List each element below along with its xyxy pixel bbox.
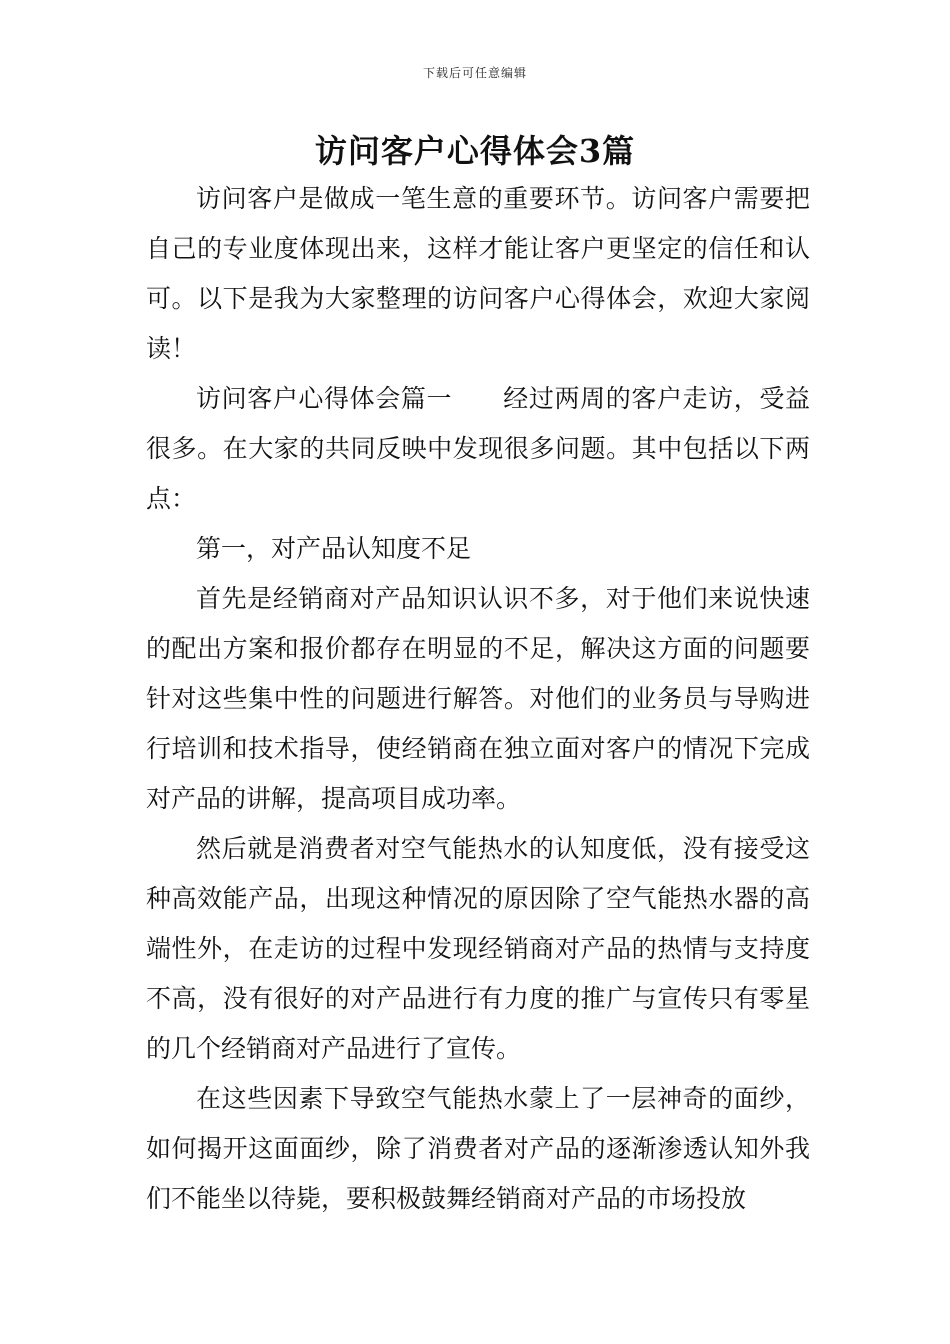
paragraph-intro: 访问客户是做成一笔生意的重要环节。访问客户需要把自己的专业度体现出来，这样才能让客户更坚定的信任和认可。以下是我为大家整理的访问客户心得体会，欢迎大家阅读！	[146, 184, 810, 363]
paragraph-point-one-heading: 第一，对产品认知度不足	[196, 534, 472, 563]
header-note: 下载后可任意编辑	[422, 66, 527, 80]
paragraph-market-veil: 在这些因素下导致空气能热水蒙上了一层神奇的面纱，如何揭开这面面纱，除了消费者对产品的逐渐渗透认知外我们不能坐以待毙，要积极鼓舞经销商对产品的市场投放	[146, 1084, 810, 1213]
paragraph-section-one-opening: 访问客户心得体会篇一 经过两周的客户走访，受益很多。在大家的共同反映中发现很多问题。其中包括以下两点：	[146, 384, 810, 513]
paragraph-consumer-awareness: 然后就是消费者对空气能热水的认知度低，没有接受这种高效能产品，出现这种情况的原因除了空气能热水器的高端性外，在走访的过程中发现经销商对产品的热情与支持度不高，没有很好的对产品进行有力度的推广与宣传只有零星的几个经销商对产品进行了宣传。	[146, 834, 810, 1063]
paragraph-dealer-knowledge: 首先是经销商对产品知识认识不多，对于他们来说快速的配出方案和报价都存在明显的不足，解决这方面的问题要针对这些集中性的问题进行解答。对他们的业务员与导购进行培训和技术指导，使经销商在独立面对客户的情况下完成对产品的讲解，提高项目成功率。	[146, 584, 810, 813]
document-title: 访问客户心得体会3篇	[314, 132, 636, 170]
